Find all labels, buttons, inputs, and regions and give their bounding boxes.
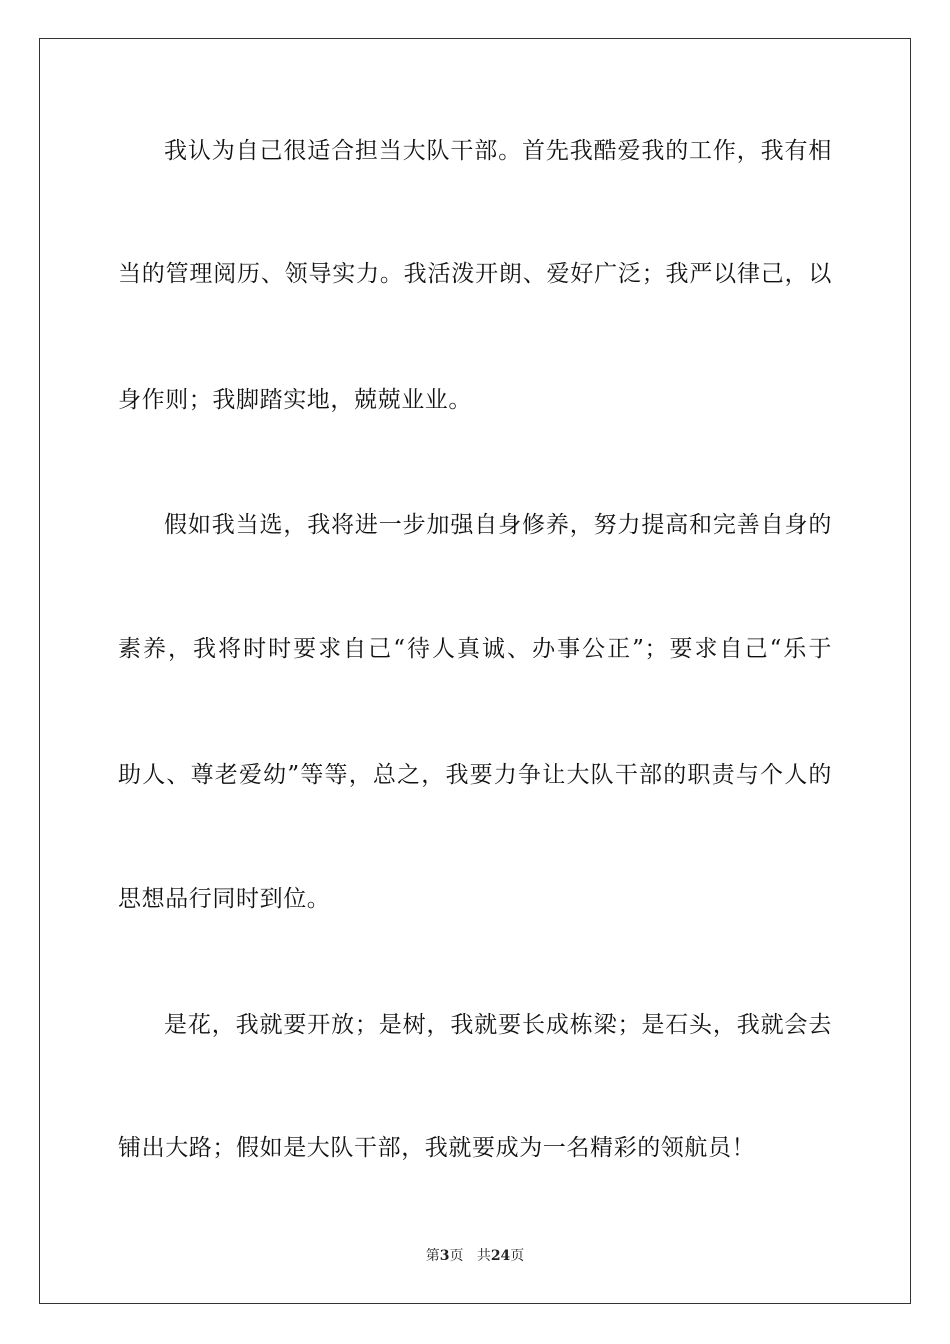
paragraph-2-line-2: 素养，我将时时要求自己“待人真诚、办事公正”；要求自己“乐于 xyxy=(118,636,832,662)
total-pages: 24 xyxy=(490,1248,511,1264)
paragraph-2-line-4: 思想品行同时到位。 xyxy=(118,886,331,912)
paragraph-1-line-2: 当的管理阅历、领导实力。我活泼开朗、爱好广泛；我严以律己，以 xyxy=(118,261,832,287)
paragraph-3-line-2: 铺出大路；假如是大队干部，我就要成为一名精彩的领航员！ xyxy=(118,1135,756,1161)
paragraph-1-line-1: 我认为自己很适合担当大队干部。首先我酷爱我的工作，我有相 xyxy=(164,138,832,164)
page-prefix: 第 xyxy=(425,1248,440,1264)
paragraph-3-line-1: 是花，我就要开放；是树，我就要长成栋梁；是石头，我就会去 xyxy=(164,1012,832,1038)
paragraph-1-line-3: 身作则；我脚踏实地，兢兢业业。 xyxy=(118,387,472,413)
paragraph-2-line-3: 助人、尊老爱幼”等等，总之，我要力争让大队干部的职责与个人的 xyxy=(118,762,832,788)
page-suffix: 页 xyxy=(449,1248,464,1264)
page-number: 3 xyxy=(439,1248,450,1264)
paragraph-2-line-1: 假如我当选，我将进一步加强自身修养，努力提高和完善自身的 xyxy=(164,512,832,538)
total-suffix: 页 xyxy=(510,1248,525,1264)
page-border xyxy=(39,38,911,1304)
page-footer xyxy=(0,1247,950,1265)
total-prefix: 共 xyxy=(476,1248,491,1264)
